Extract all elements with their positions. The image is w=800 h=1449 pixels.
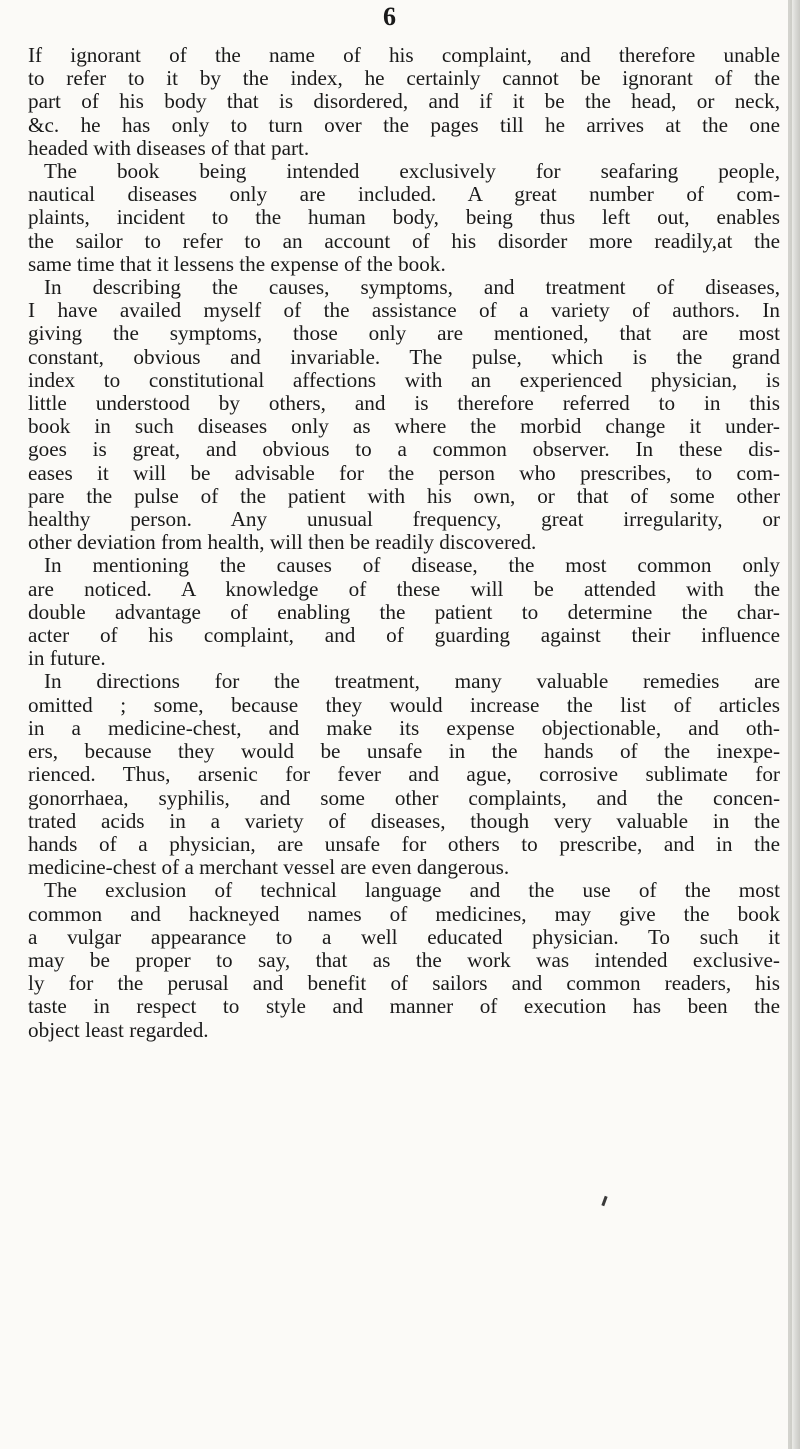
text-line: headed with diseases of that part. [28,135,310,160]
text-line: taste in respect to style and manner of execution has been the [28,994,780,1019]
text-line: I have availed myself of the assistance of a variety of authors. In [28,298,780,323]
text-line: little understood by others, and is therefore referred to in this [28,391,780,416]
text-line: eases it will be advisable for the person who prescribes, to com- [28,460,780,485]
text-line: In describing the causes, symptoms, and treatment of diseases, [44,275,780,300]
page-number: 6 [383,2,397,31]
text-line: to refer to it by the index, he certainly cannot be ignorant of the [28,66,780,91]
text-line: plaints, incident to the human body, being thus left out, enables [28,205,780,230]
text-line: nautical diseases only are included. A great number of com- [28,182,780,207]
text-line: the sailor to refer to an account of his disorder more readily,at the [28,228,780,253]
text-line: common and hackneyed names of medicines, may give the book [28,901,780,926]
text-line: giving the symptoms, those only are mentioned, that are most [28,321,780,346]
text-line: ly for the perusal and benefit of sailors and common readers, his [28,971,780,996]
text-line: The exclusion of technical language and the use of the most [44,878,780,903]
text-line: in future. [28,646,106,671]
text-line: The book being intended exclusively for seafaring people, [44,159,780,184]
text-line: medicine-chest of a merchant vessel are even dangerous. [28,855,510,880]
text-line: in a medicine-chest, and make its expense objectionable, and oth- [28,715,780,740]
text-line: book in such diseases only as where the morbid change it under- [28,414,780,439]
text-line: omitted ; some, because they would increase the list of articles [28,692,780,717]
text-line: If ignorant of the name of his complaint, and therefore unable [28,43,780,67]
text-line: goes is great, and obvious to a common observer. In these dis- [28,437,780,462]
text-line: part of his body that is disordered, and if it be the head, or neck, [28,89,780,114]
text-line: healthy person. Any unusual frequency, great irregularity, or [28,507,780,532]
text-line: ers, because they would be unsafe in the hands of the inexpe- [28,739,780,764]
text-line: other deviation from health, will then be readily discovered. [28,530,537,555]
text-line: constant, obvious and invariable. The pulse, which is the grand [28,344,780,369]
text-line: &c. he has only to turn over the pages till he arrives at the one [28,112,780,137]
text-line: may be proper to say, that as the work was intended exclusive- [28,947,780,972]
text-line: same time that it lessens the expense of the book. [28,251,446,276]
body-text [28,44,780,1042]
page-edge-line [788,0,792,1449]
text-line: acter of his complaint, and of guarding against their influence [28,623,780,648]
text-line: double advantage of enabling the patient to determine the char- [28,599,780,624]
text-line: object least regarded. [28,1017,209,1042]
text-line: In directions for the treatment, many valuable remedies are [44,669,780,694]
text-line: hands of a physician, are unsafe for others to prescribe, and in the [28,831,780,856]
text-line: gonorrhaea, syphilis, and some other complaints, and the concen- [28,785,780,810]
text-line: are noticed. A knowledge of these will be attended with the [28,576,780,601]
text-line: pare the pulse of the patient with his own, or that of some other [28,483,780,508]
text-line: rienced. Thus, arsenic for fever and ague, corrosive sublimate for [28,762,780,787]
text-line: a vulgar appearance to a well educated physician. To such it [28,924,780,949]
text-line: In mentioning the causes of disease, the most common only [44,553,780,578]
text-line: trated acids in a variety of diseases, though very valuable in the [28,808,780,833]
ink-mark [601,1196,607,1206]
text-line: index to constitutional affections with an experienced physician, is [28,367,780,392]
